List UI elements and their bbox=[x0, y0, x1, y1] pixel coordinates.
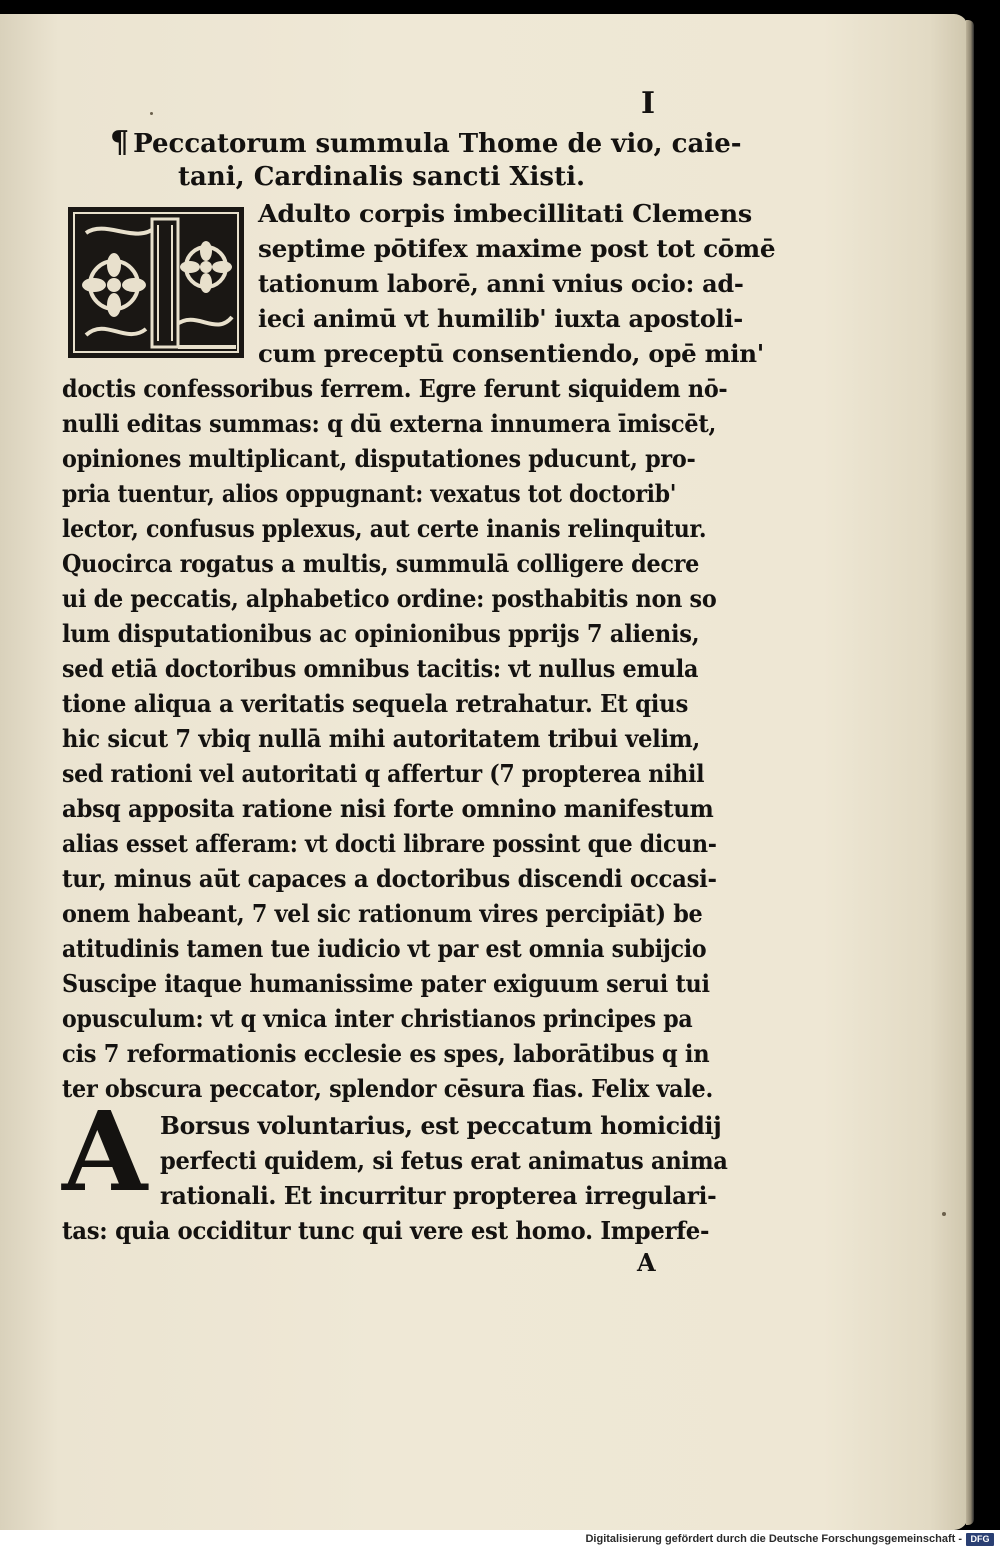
text-line: absq apposita ratione nisi forte omnino manifestum bbox=[62, 794, 714, 823]
text-line: ui de peccatis, alphabetico ordine: posthabitis non so bbox=[62, 584, 717, 613]
folio-number: I bbox=[641, 86, 656, 121]
page-edge bbox=[966, 20, 974, 1525]
text-line: tas: quia occiditur tunc qui vere est homo. Imperfe- bbox=[62, 1216, 710, 1245]
text-line: tione aliqua a veritatis sequela retrahatur. Et qius bbox=[62, 689, 689, 718]
text-line: septime pōtifex maxime post tot cōmē bbox=[258, 234, 776, 263]
catchword: A bbox=[637, 1248, 656, 1277]
text-line: doctis confessoribus ferrem. Egre ferunt siquidem nō- bbox=[62, 374, 728, 403]
funding-credit: Digitalisierung gefördert durch die Deutsche Forschungsgemeinschaft - bbox=[585, 1533, 962, 1545]
text-line: lector, confusus pplexus, aut certe inanis relinquitur. bbox=[62, 514, 707, 543]
title-line: Peccatorum summula Thome de vio, caie- bbox=[133, 129, 742, 159]
page-title bbox=[110, 126, 740, 194]
pilcrow-icon: ¶ bbox=[110, 125, 130, 160]
text-line: lum disputationibus ac opinionibus pprijs 7 alienis, bbox=[62, 619, 700, 648]
text-line: cis 7 reformationis ecclesie es spes, laborātibus q in bbox=[62, 1039, 710, 1068]
text-line: Adulto corpis imbecillitati Clemens bbox=[258, 199, 752, 228]
text-line: atitudinis tamen tue iudicio vt par est omnia subijcio bbox=[62, 934, 707, 963]
text-line: nulli editas summas: q dū externa innumera īmiscēt, bbox=[62, 409, 717, 438]
text-line: rationali. Et incurritur propterea irregulari- bbox=[160, 1181, 717, 1210]
text-line: hic sicut 7 vbiq nullā mihi autoritatem tribui velim, bbox=[62, 724, 700, 753]
text-line: ter obscura peccator, splendor cēsura fias. Felix vale. bbox=[62, 1074, 713, 1103]
paper-speck bbox=[942, 1212, 946, 1216]
text-line: opusculum: vt q vnica inter christianos principes pa bbox=[62, 1004, 693, 1033]
text-line: ieci animū vt humilib' iuxta apostoli- bbox=[258, 304, 743, 333]
drop-cap-initial: A bbox=[62, 1087, 148, 1216]
text-line: pria tuentur, alios oppugnant: vexatus tot doctorib' bbox=[62, 479, 677, 508]
text-line: cum preceptū consentiendo, opē min' bbox=[258, 339, 764, 368]
text-line: onem habeant, 7 vel sic rationum vires percipiāt) be bbox=[62, 899, 703, 928]
dfg-logo-icon: DFG bbox=[966, 1533, 994, 1546]
text-line: Suscipe itaque humanissime pater exiguum serui tui bbox=[62, 969, 710, 998]
text-line: perfecti quidem, si fetus erat animatus anima bbox=[160, 1146, 728, 1175]
title-line: tani, Cardinalis sancti Xisti. bbox=[178, 162, 586, 192]
text-line: sed rationi vel autoritati q affertur (7 propterea nihil bbox=[62, 759, 705, 788]
text-line: tationum laborē, anni vnius ocio: ad- bbox=[258, 269, 744, 298]
text-line: Borsus voluntarius, est peccatum homicidij bbox=[160, 1111, 722, 1140]
text-line: opiniones multiplicant, disputationes pducunt, pro- bbox=[62, 444, 696, 473]
text-line: Quocirca rogatus a multis, summulā colligere decre bbox=[62, 549, 700, 578]
text-line: sed etiā doctoribus omnibus tacitis: vt nullus emula bbox=[62, 654, 699, 683]
text-line: alias esset afferam: vt docti librare possint que dicun- bbox=[62, 829, 717, 858]
paper-speck bbox=[150, 112, 153, 115]
text-line: tur, minus aūt capaces a doctoribus discendi occasi- bbox=[62, 864, 717, 893]
woodcut-initial-icon bbox=[66, 205, 246, 360]
